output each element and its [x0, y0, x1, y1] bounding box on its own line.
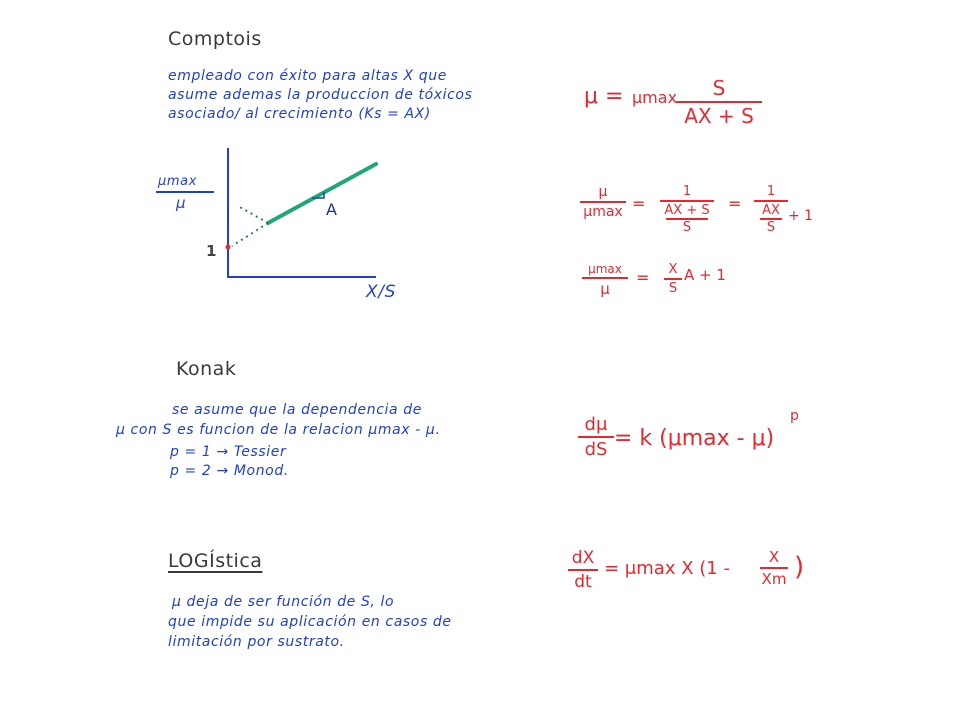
fraction-denominator: S [668, 281, 678, 296]
fraction-denominator: AX + S [664, 203, 710, 218]
konak-eq-rhs: = k (μmax - μ) [614, 426, 775, 451]
fraction-numerator: μ [598, 184, 608, 200]
fraction-denominator: Xm [761, 570, 787, 588]
logistica-eq-inner-fraction [760, 548, 788, 588]
konak-eq-derivative [578, 414, 614, 460]
fraction-denominator: AX [762, 203, 780, 218]
comptois-title: Comptois [168, 28, 262, 50]
graph-ylabel-top: μmax [158, 174, 197, 189]
fraction-denominator: AX + S [684, 104, 754, 128]
graph-slope-label: A [326, 200, 338, 219]
comptois-eq2-plus-one: + 1 [788, 208, 814, 224]
comptois-eq2-equals-2: = [728, 194, 742, 213]
fraction-denominator: S [682, 220, 692, 235]
fraction-numerator: 1 [766, 184, 776, 199]
fraction-numerator: 1 [682, 184, 692, 199]
konak-title: Konak [176, 358, 237, 380]
comptois-text-line: asume ademas la produccion de tóxicos [168, 87, 473, 103]
comptois-eq1-coef: μmax [632, 88, 678, 107]
fraction-numerator: S [712, 76, 726, 100]
fraction-numerator: X [768, 548, 780, 566]
fraction-numerator: dμ [584, 414, 608, 435]
fraction-denominator: dt [574, 572, 592, 592]
logistica-eq-derivative [568, 548, 598, 592]
comptois-eq2-equals: = [632, 194, 646, 213]
logistica-text-line: limitación por sustrato. [168, 634, 345, 650]
konak-text-line: p = 1 → Tessier [170, 444, 287, 460]
comptois-eq1-fraction [676, 76, 762, 128]
graph-xlabel: X/S [366, 282, 396, 302]
logistica-eq-rhs: = μmax X (1 - [604, 558, 730, 579]
logistica-text-line: que impide su aplicación en casos de [168, 614, 452, 630]
konak-text-line: p = 2 → Monod. [170, 463, 289, 479]
konak-text-line: μ con S es funcion de la relacion μmax - μ. [116, 422, 441, 438]
fraction-numerator: dX [571, 548, 595, 568]
konak-eq-exponent: p [790, 408, 799, 424]
graph-extrapolation-dots [232, 223, 268, 246]
comptois-eq1-lhs: μ = [584, 84, 624, 109]
logistica-eq-close-paren: ) [794, 552, 805, 582]
fraction-numerator: μmax [588, 262, 622, 276]
graph-linear-segment [268, 164, 376, 223]
fraction-denominator: μ [600, 280, 610, 298]
comptois-text-line: asociado/ al crecimiento (Ks = AX) [168, 106, 431, 122]
graph-y-tick: 1 [206, 242, 217, 260]
comptois-eq2-lhs [580, 184, 626, 220]
fraction-denominator: S [766, 220, 776, 235]
graph-intercept-point [226, 245, 231, 250]
konak-text-line: se asume que la dependencia de [172, 402, 422, 418]
graph-curve-dots [238, 206, 268, 223]
fraction-denominator: μmax [583, 204, 623, 220]
graph-ylabel-bottom: μ [176, 194, 187, 212]
comptois-eq2-right [756, 184, 786, 235]
comptois-eq3-lhs [582, 262, 628, 298]
comptois-text-line: empleado con éxito para altas X que [168, 68, 447, 84]
logistica-text-line: μ deja de ser función de S, lo [172, 594, 395, 610]
comptois-eq2-middle [660, 184, 714, 235]
fraction-numerator: X [668, 262, 678, 277]
comptois-eq3-rest: A + 1 [684, 266, 726, 284]
comptois-eq3-equals: = [636, 268, 650, 287]
fraction-denominator: dS [584, 439, 608, 460]
comptois-eq3-x-over-s [664, 262, 682, 296]
logistica-title: LOGÍstica [168, 550, 263, 572]
